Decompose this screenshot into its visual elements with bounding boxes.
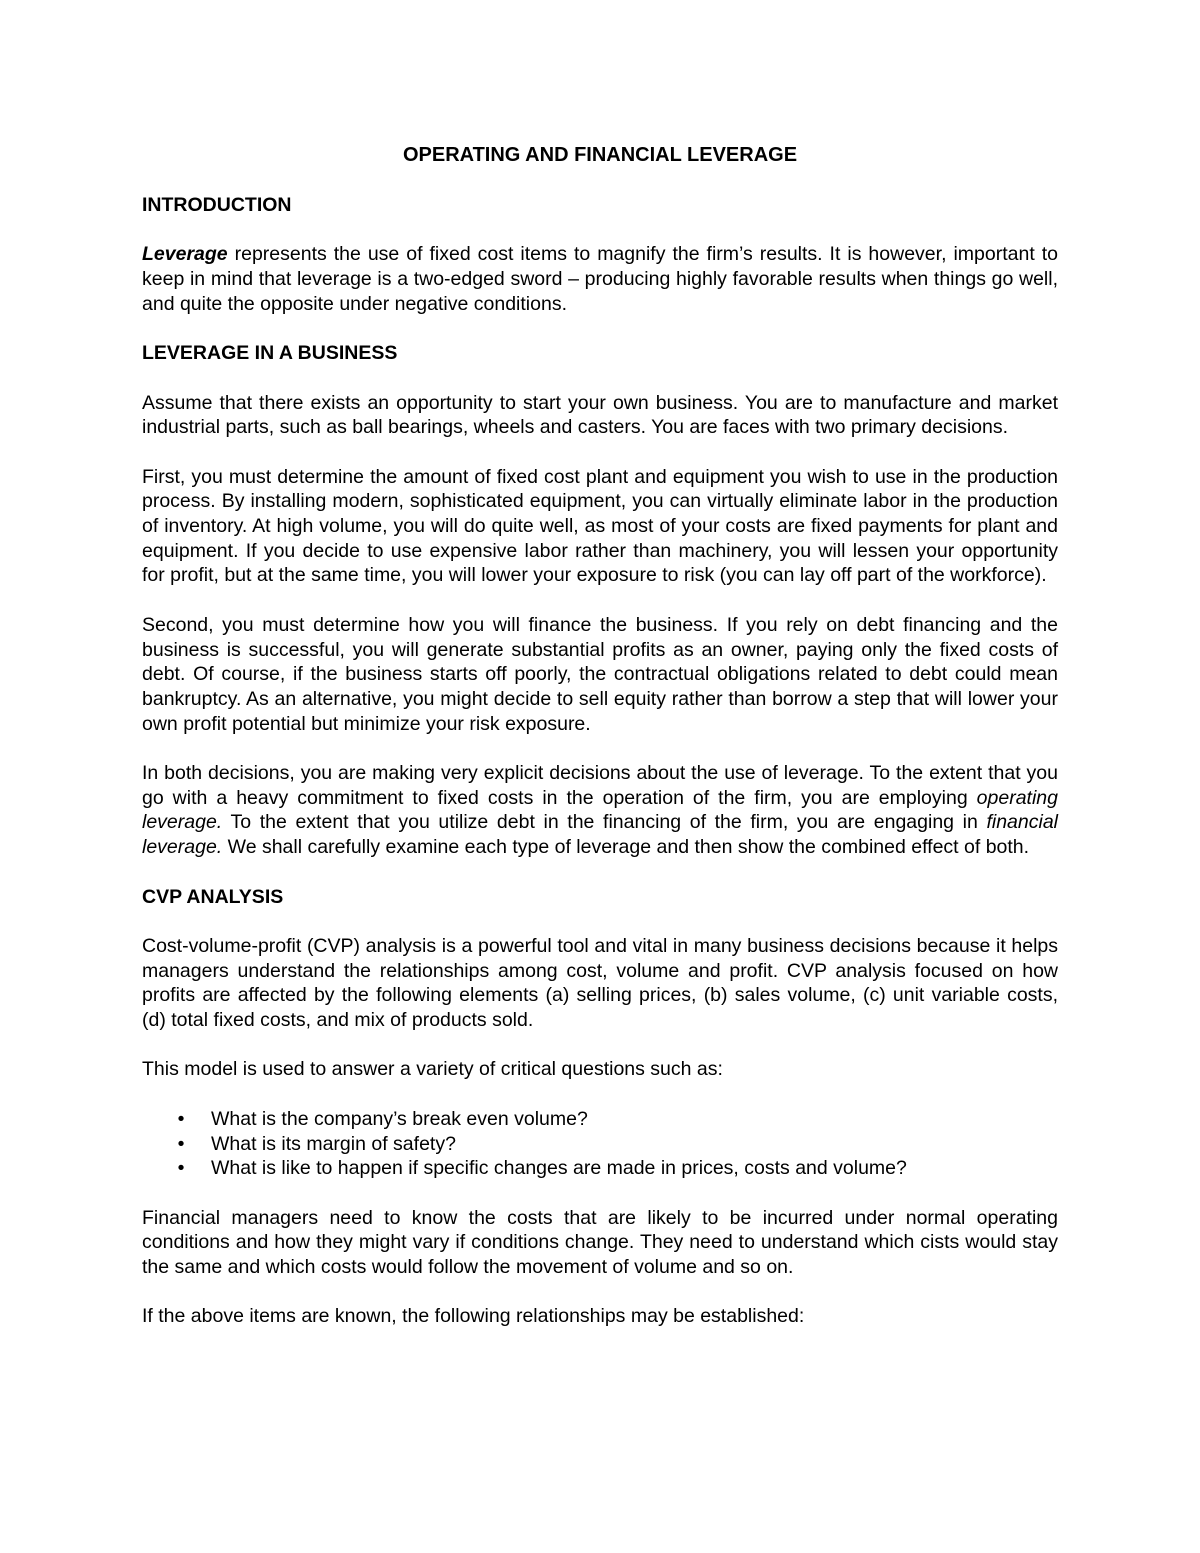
critical-questions-list [142,1107,1058,1181]
document-page [142,141,1058,1354]
cvp-paragraph-2: This model is used to answer a variety of critical questions such as: [142,1058,723,1081]
cvp-paragraph-1: Cost-volume-profit (CVP) analysis is a powerful tool and vital in many business decisions because it helps managers understand the relationships among cost, volume and profit. CVP analysis focused on how profits are affected by the following elements (a) selling prices, (b) sales volume, (c) unit variable costs, (d) total fixed costs, and mix of products sold. [142,934,1058,1032]
introduction-paragraph-text: represents the use of fixed cost items to magnify the firm’s results. It is however, important to keep in mind that leverage is a two-edged sword – producing highly favorable results when things go well, and quite the opposite under negative conditions. [142,243,1058,315]
business-paragraph-4-part-a: In both decisions, you are making very explicit decisions about the use of leverage. To the extent that you go with a heavy commitment to fixed costs in the operation of the firm, you are employing [142,762,1058,809]
list-item-text: What is like to happen if specific changes are made in prices, costs and volume? [211,1157,907,1180]
bullet-icon: • [177,1107,185,1130]
list-item-text: What is the company’s break even volume? [211,1107,588,1130]
bullet-icon: • [177,1132,185,1155]
business-paragraph-2: First, you must determine the amount of fixed cost plant and equipment you wish to use in the production process. By installing modern, sophisticated equipment, you can virtually eliminate labor in the production of inventory. At high volume, you will do quite well, as most of your costs are fixed payments for plant and equipment. If you decide to use expensive labor rather than machinery, you will lessen your opportunity for profit, but at the same time, you will lower your exposure to risk (you can lay off part of the workforce). [142,465,1058,587]
business-paragraph-4-part-c: We shall carefully examine each type of leverage and then show the combined effect of both. [222,836,1030,859]
list-item [142,1107,1058,1132]
heading-cvp-analysis: CVP ANALYSIS [142,885,284,908]
introduction-paragraph [142,242,1058,316]
heading-leverage-in-business: LEVERAGE IN A BUSINESS [142,342,398,365]
cvp-paragraph-4: If the above items are known, the following relationships may be established: [142,1305,805,1328]
bullet-icon: • [177,1157,185,1180]
business-paragraph-4-part-b: To the extent that you utilize debt in the financing of the firm, you are engaging in [222,811,987,834]
list-item [142,1156,1058,1181]
leverage-term: Leverage [142,243,228,266]
business-paragraph-3: Second, you must determine how you will finance the business. If you rely on debt financing and the business is successful, you will generate substantial profits as an owner, paying only the fixed costs of debt. Of course, if the business starts off poorly, the contractual obligations related to debt could mean bankruptcy. As an alternative, you might decide to sell equity rather than borrow a step that will lower your own profit potential but minimize your risk exposure. [142,613,1058,735]
financial-leverage-term: financial leverage. [142,811,1058,859]
business-paragraph-1: Assume that there exists an opportunity to start your own business. You are to manufacture and market industrial parts, such as ball bearings, wheels and casters. You are faces with two primary decisions. [142,391,1058,439]
list-item-text: What is its margin of safety? [211,1132,456,1155]
cvp-paragraph-3: Financial managers need to know the costs that are likely to be incurred under normal operating conditions and how they might vary if conditions change. They need to understand which cists would stay the same and which costs would follow the movement of volume and so on. [142,1206,1058,1279]
heading-introduction: INTRODUCTION [142,194,292,216]
business-paragraph-4 [142,761,1058,860]
operating-leverage-term: operating leverage. [142,786,1058,834]
list-item [142,1132,1058,1157]
document-title: OPERATING AND FINANCIAL LEVERAGE [402,144,798,166]
